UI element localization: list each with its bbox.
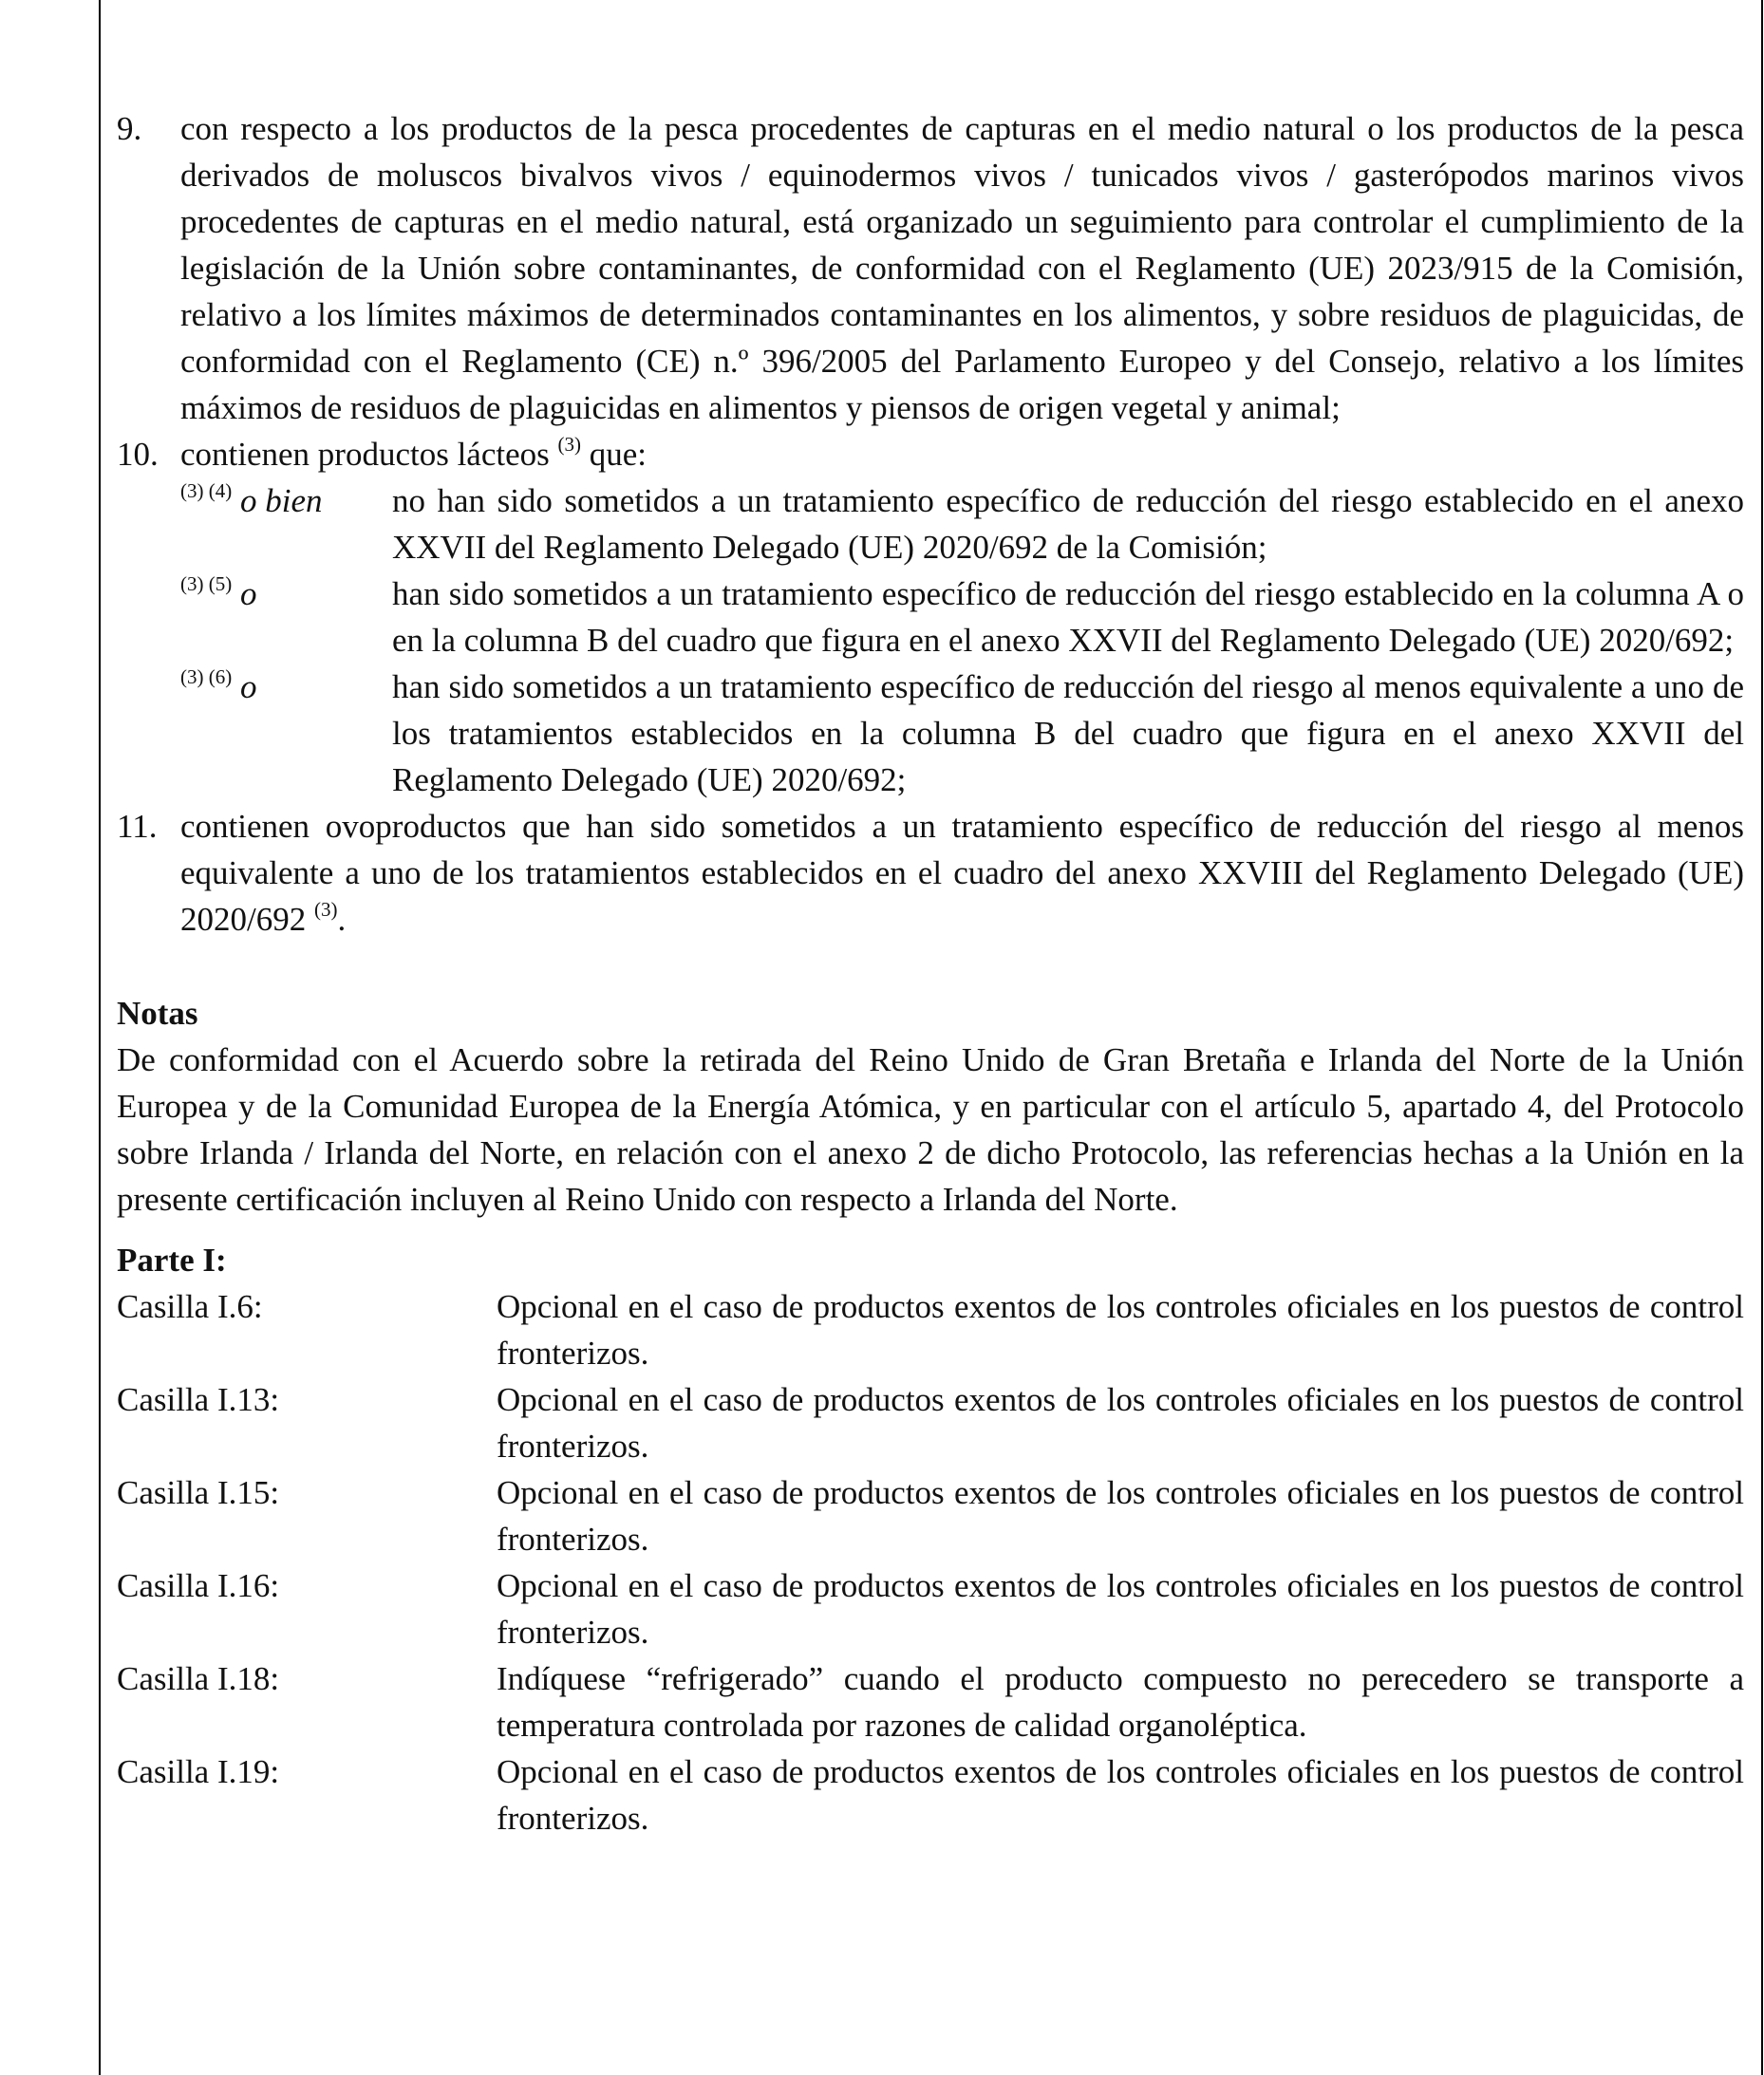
page-frame-right (1761, 0, 1763, 2075)
list-item-10 (117, 431, 1744, 477)
notes-heading: Notas (117, 995, 198, 1032)
item-text-before: contienen ovoproductos que han sido sometidos a un tratamiento específico de reducción del riesgo al menos equivalente a uno de los tratamientos establecidos en el cuadro del anexo XXVIII del Reglamento Delegado (UE) 2020/692 (180, 808, 1744, 938)
casilla-label: Casilla I.16: (117, 1567, 280, 1604)
casilla-row (117, 1748, 1744, 1841)
parte-heading: Parte I: (117, 1242, 227, 1279)
casilla-text: Opcional en el caso de productos exentos de los controles oficiales en los puestos de control fronterizos. (497, 1381, 1744, 1465)
item-text-before: contienen productos lácteos (180, 436, 550, 473)
document-content (117, 105, 1744, 1841)
item-text-after: que: (581, 436, 647, 473)
item-number: 11. (117, 808, 158, 845)
casilla-row (117, 1469, 1744, 1562)
casilla-row (117, 1283, 1744, 1376)
item-text: con respecto a los productos de la pesca procedentes de capturas en el medio natural o los productos de la pesca derivados de moluscos bivalvos vivos / equinodermos vivos / tunicados vivos / gasterópodos marinos vivos procedentes de capturas en el medio natural, está organizado un seguimiento para controlar el cumplimiento de la legislación de la Unión sobre contaminantes, de conformidad con el Reglamento (UE) 2023/915 de la Comisión, relativo a los límites máximos de determinados contaminantes en los alimentos, y sobre residuos de plaguicidas, de conformidad con el Reglamento (CE) n.º 396/2005 del Parlamento Europeo y del Consejo, relativo a los límites máximos de residuos de plaguicidas en alimentos y piensos de origen vegetal y animal; (180, 110, 1744, 426)
casilla-label: Casilla I.15: (117, 1474, 280, 1511)
casilla-row (117, 1376, 1744, 1469)
option-row (117, 570, 1744, 664)
casilla-text: Opcional en el caso de productos exentos de los controles oficiales en los puestos de control fronterizos. (497, 1288, 1744, 1372)
footnote-refs: (3) (6) (180, 665, 233, 688)
page-frame-left (99, 0, 101, 2075)
footnote-refs: (3) (5) (180, 572, 233, 595)
option-row (117, 477, 1744, 570)
footnote-ref: (3) (313, 898, 338, 921)
option-row (117, 664, 1744, 803)
option-marker (180, 477, 323, 524)
option-connector: o (239, 575, 257, 612)
casilla-label: Casilla I.6: (117, 1288, 263, 1325)
casilla-label: Casilla I.13: (117, 1381, 280, 1418)
footnote-ref: (3) (557, 433, 582, 456)
casilla-label: Casilla I.19: (117, 1753, 280, 1790)
casilla-text: Opcional en el caso de productos exentos de los controles oficiales en los puestos de control fronterizos. (497, 1474, 1744, 1558)
option-text: han sido sometidos a un tratamiento específico de reducción del riesgo establecido en la columna A o en la columna B del cuadro que figura en el anexo XXVII del Reglamento Delegado (UE) 2020/692; (392, 575, 1744, 659)
casilla-label: Casilla I.18: (117, 1660, 280, 1697)
item-number: 9. (117, 110, 142, 147)
item-text-after: . (337, 901, 347, 938)
option-text: han sido sometidos a un tratamiento específico de reducción del riesgo al menos equivalente a uno de los tratamientos establecidos en la columna B del cuadro que figura en el anexo XXVII del Reglamento Delegado (UE) 2020/692; (392, 668, 1744, 798)
list-item-11 (117, 803, 1744, 943)
option-connector: o bien (239, 482, 323, 519)
notes-paragraph: De conformidad con el Acuerdo sobre la retirada del Reino Unido de Gran Bretaña e Irlanda del Norte de la Unión Europea y de la Comunidad Europea de la Energía Atómica, y en particular con el artículo 5, apartado 4, del Protocolo sobre Irlanda / Irlanda del Norte, en relación con el anexo 2 de dicho Protocolo, las referencias hechas a la Unión en la presente certificación incluyen al Reino Unido con respecto a Irlanda del Norte. (117, 1041, 1744, 1218)
casilla-text: Indíquese “refrigerado” cuando el producto compuesto no perecedero se transporte a temperatura controlada por razones de calidad organoléptica. (497, 1660, 1744, 1744)
item-text (180, 803, 1744, 943)
option-text: no han sido sometidos a un tratamiento específico de reducción del riesgo establecido en el anexo XXVII del Reglamento Delegado (UE) 2020/692 de la Comisión; (392, 482, 1744, 566)
list-item-9 (117, 105, 1744, 431)
option-marker (180, 570, 256, 617)
item-number: 10. (117, 436, 159, 473)
option-connector: o (239, 668, 257, 705)
casilla-text: Opcional en el caso de productos exentos de los controles oficiales en los puestos de control fronterizos. (497, 1753, 1744, 1837)
option-marker (180, 664, 256, 710)
casilla-text: Opcional en el caso de productos exentos de los controles oficiales en los puestos de control fronterizos. (497, 1567, 1744, 1651)
casilla-row (117, 1655, 1744, 1748)
item-text (180, 431, 1744, 477)
casilla-row (117, 1562, 1744, 1655)
footnote-refs: (3) (4) (180, 479, 233, 502)
